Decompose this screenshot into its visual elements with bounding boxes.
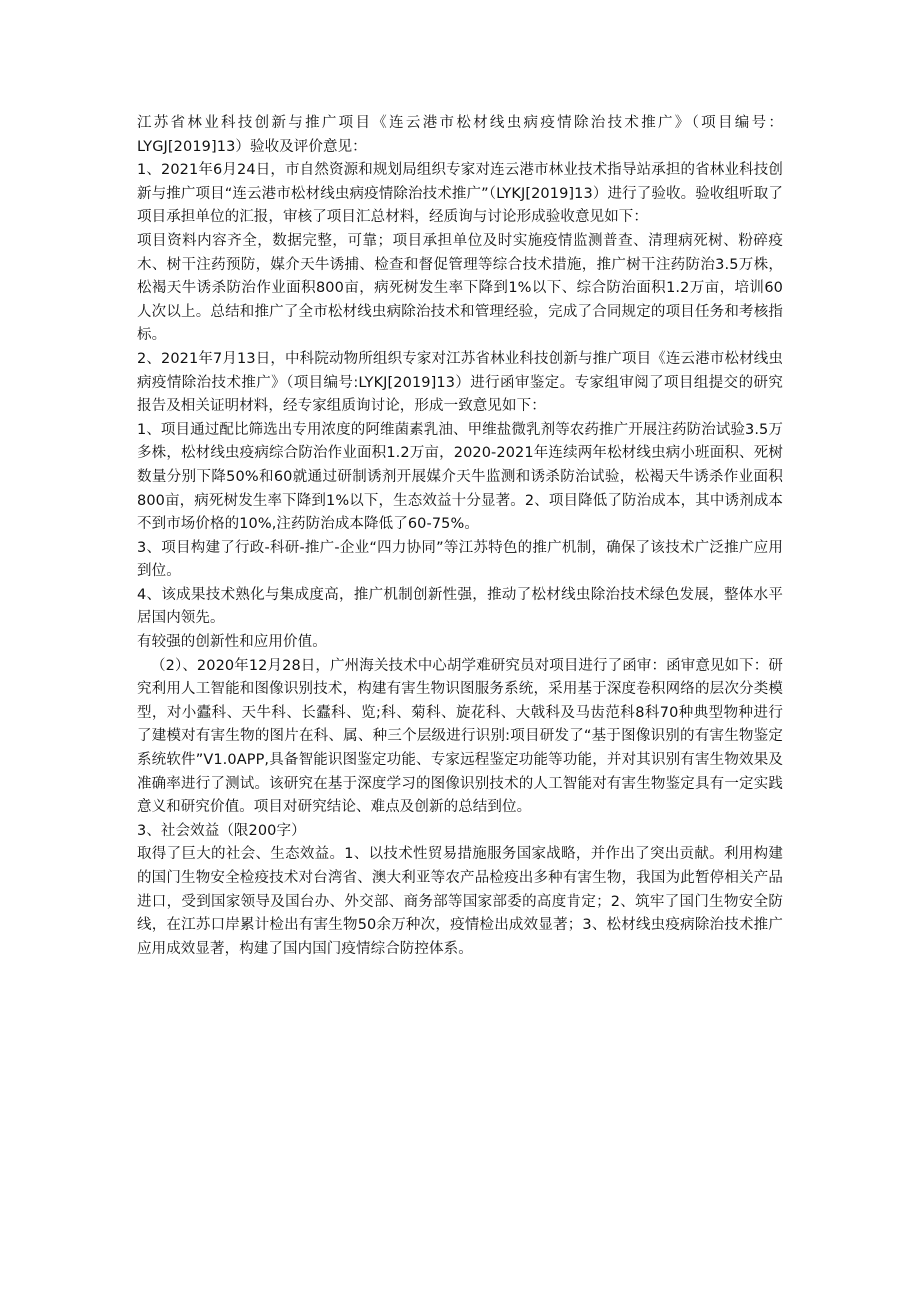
- social-benefit-paragraph: 取得了巨大的社会、生态效益。1、以技术性贸易措施服务国家战略，并作出了突出贡献。利用构建的国门生物安全检疫技术对台湾省、澳大利亚等农产品检疫出多种有害生物，我国为此暂停相关产品进口，受到国家领导及国台办、外交部、商务部等国家部委的高度肯定；2、筑牢了国门生物安全防线，在江苏口岸累计检出有害生物50余万种次，疫情检出成效显著；3、松材线虫疫病除治技术推广应用成效显著，构建了国内国门疫情综合防控体系。: [137, 846, 783, 957]
- review-appraisal-paragraph: 2、2021年7月13日，中科院动物所组织专家对江苏省林业科技创新与推广项目《连云港市松材线虫病疫情除治技术推广》（项目编号:LYKJ[2019]13）进行函审鉴定。专家组审阅了项目组提交的研究报告及相关证明材料，经专家组质询讨论，形成一致意见如下：: [137, 350, 783, 415]
- customs-review-paragraph: （2）、2020年12月28日，广州海关技术中心胡学难研究员对项目进行了函审：函审意见如下：研究利用人工智能和图像识别技术，构建有害生物识图服务系统，采用基于深度卷积网络的层次分类模型，对小蠹科、天牛科、长蠹科、览;科、菊科、旋花科、大戟科及马齿范科8科70种典型物种进行了建模对有害生物的图片在科、属、种三个层级进行识别:项目研发了“基于图像识别的有害生物鉴定系统软件”V1.0APP,具备智能识图鉴定功能、专家远程鉴定功能等功能，并对其识别有害生物效果及准确率进行了测试。该研究在基于深度学习的图像识别技术的人工智能对有害生物鉴定具有一定实践意义和研究价值。项目对研究结论、难点及创新的总结到位。: [137, 657, 783, 816]
- review-conclusion: 有较强的创新性和应用价值。: [137, 634, 327, 651]
- document-heading: 江苏省林业科技创新与推广项目《连云港市松材线虫病疫情除治技术推广》（项目编号：LYGJ[2019]13）验收及评价意见：: [137, 115, 783, 155]
- acceptance-findings-paragraph: 项目资料内容齐全，数据完整，可靠；项目承担单位及时实施疫情监测普查、清理病死树、粉碎疫木、树干注药预防，媒介天牛诱捕、检查和督促管理等综合技术措施，推广树干注药防治3.5万株，松褐天牛诱杀防治作业面积800亩，病死树发生率下降到1%以下、综合防治面积1.2万亩，培训60人次以上。总结和推广了全市松材线虫病除治技术和管理经验，完成了合同规定的项目任务和考核指标。: [137, 232, 783, 344]
- acceptance-opinion-paragraph: 1、2021年6月24日，市自然资源和规划局组织专家对连云港市林业技术指导站承担的省林业科技创新与推广项目“连云港市松材线虫病疫情除治技术推广”（LYKJ[2019]13）进行了验收。验收组听取了项目承担单位的汇报，审核了项目汇总材料，经质询与讨论形成验收意见如下：: [137, 162, 783, 226]
- document-body: [137, 112, 783, 961]
- review-point-1: 1、项目通过配比筛选出专用浓度的阿维菌素乳油、甲维盐微乳剂等农药推广开展注药防治试验3.5万多株，松材线虫疫病综合防治作业面积1.2万亩，2020-2021年连续两年松材线虫病小班面积、死树数量分别下降50%和60就通过研制诱剂开展媒介天牛监测和诱杀防治试验，松褐天牛诱杀作业面积800亩，病死树发生率下降到1%以下，生态效益十分显著。2、项目降低了防治成本，其中诱剂成本不到市场价格的10%,注药防治成本降低了60-75%。: [137, 421, 783, 533]
- review-point-4: 4、该成果技术熟化与集成度高，推广机制创新性强，推动了松材线虫除治技术绿色发展，整体水平居国内领先。: [137, 586, 783, 627]
- social-benefit-heading: 3、社会效益（限200字）: [137, 822, 306, 839]
- review-point-3: 3、项目构建了行政-科研-推广-企业“四力协同”等江苏特色的推广机制，确保了该技术广泛推广应用到位。: [137, 539, 783, 580]
